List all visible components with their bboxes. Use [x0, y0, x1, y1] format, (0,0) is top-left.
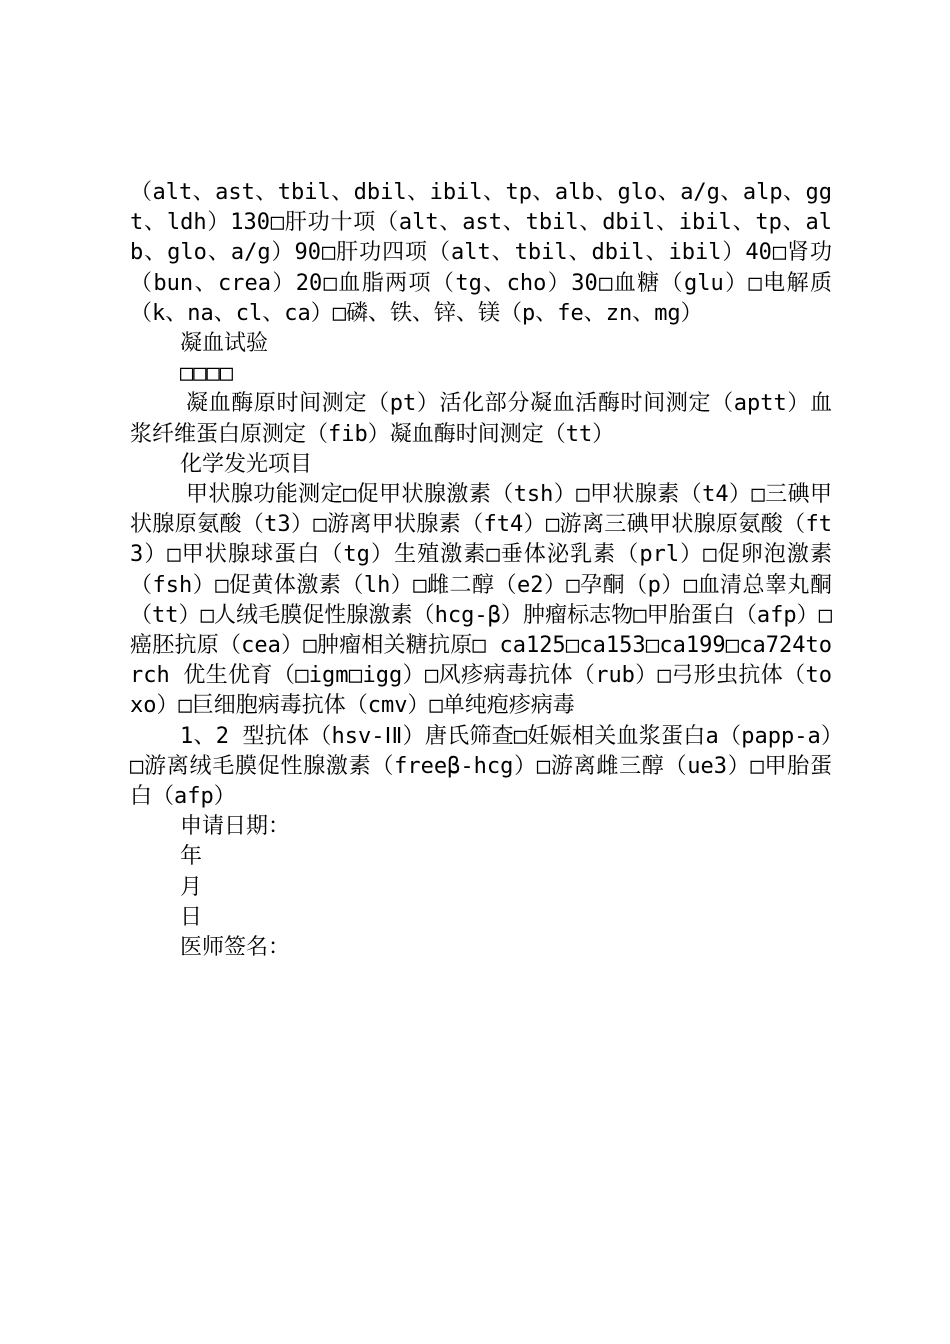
application-date-label: 申请日期：: [180, 814, 291, 840]
coagulation-checkboxes[interactable]: □□□□: [180, 361, 233, 387]
day-label: 日: [180, 904, 203, 930]
chemiluminescence-test-items: 甲状腺功能测定□促甲状腺激素（tsh）□甲状腺素（t4）□三碘甲状腺原氨酸（t3）□游离甲状腺素（ft4）□游离三碘甲状腺原氨酸（ft3）□甲状腺球蛋白（tg）生殖激素□垂体泌乳素（prl）□促卵泡激素（fsh）□促黄体激素（lh）□雌二醇（e2）□孕酮（p）□血清总睾丸酮（tt）□人绒毛膜促性腺激素（hcg-β）肿瘤标志物□甲胎蛋白（afp）□癌胚抗原（cea）□肿瘤相关糖抗原□ ca125□ca153□ca199□ca724torch 优生优育（□igm□igg）□风疹病毒抗体（rub）□弓形虫抗体（toxo）□巨细胞病毒抗体（cmv）□单纯疱疹病毒: [130, 482, 832, 719]
document-page: [130, 178, 832, 963]
prenatal-screening-items: 1、2 型抗体（hsv-ⅠⅡ）唐氏筛查□妊娠相关血浆蛋白a（papp-a）□游离绒毛膜促性腺激素（freeβ-hcg）□游离雌三醇（ue3）□甲胎蛋白（afp）: [130, 723, 832, 810]
coagulation-test-heading: 凝血试验: [180, 331, 269, 357]
coagulation-test-items: 凝血酶原时间测定（pt）活化部分凝血活酶时间测定（aptt）血浆纤维蛋白原测定（fib）凝血酶时间测定（tt）: [130, 391, 832, 447]
chemiluminescence-heading: 化学发光项目: [180, 451, 313, 477]
month-label: 月: [180, 874, 203, 900]
year-label: 年: [180, 844, 203, 870]
doctor-signature-label: 医师签名：: [180, 935, 291, 961]
liver-kidney-test-items: （alt、ast、tbil、dbil、ibil、tp、alb、glo、a/g、alp、ggt、ldh）130□肝功十项（alt、ast、tbil、dbil、ibil、tp、alb、glo、a/g）90□肝功四项（alt、tbil、dbil、ibil）40□肾功（bun、crea）20□血脂两项（tg、cho）30□血糖（glu）□电解质（k、na、cl、ca）□磷、铁、锌、镁（p、fe、zn、mg）: [130, 180, 832, 326]
